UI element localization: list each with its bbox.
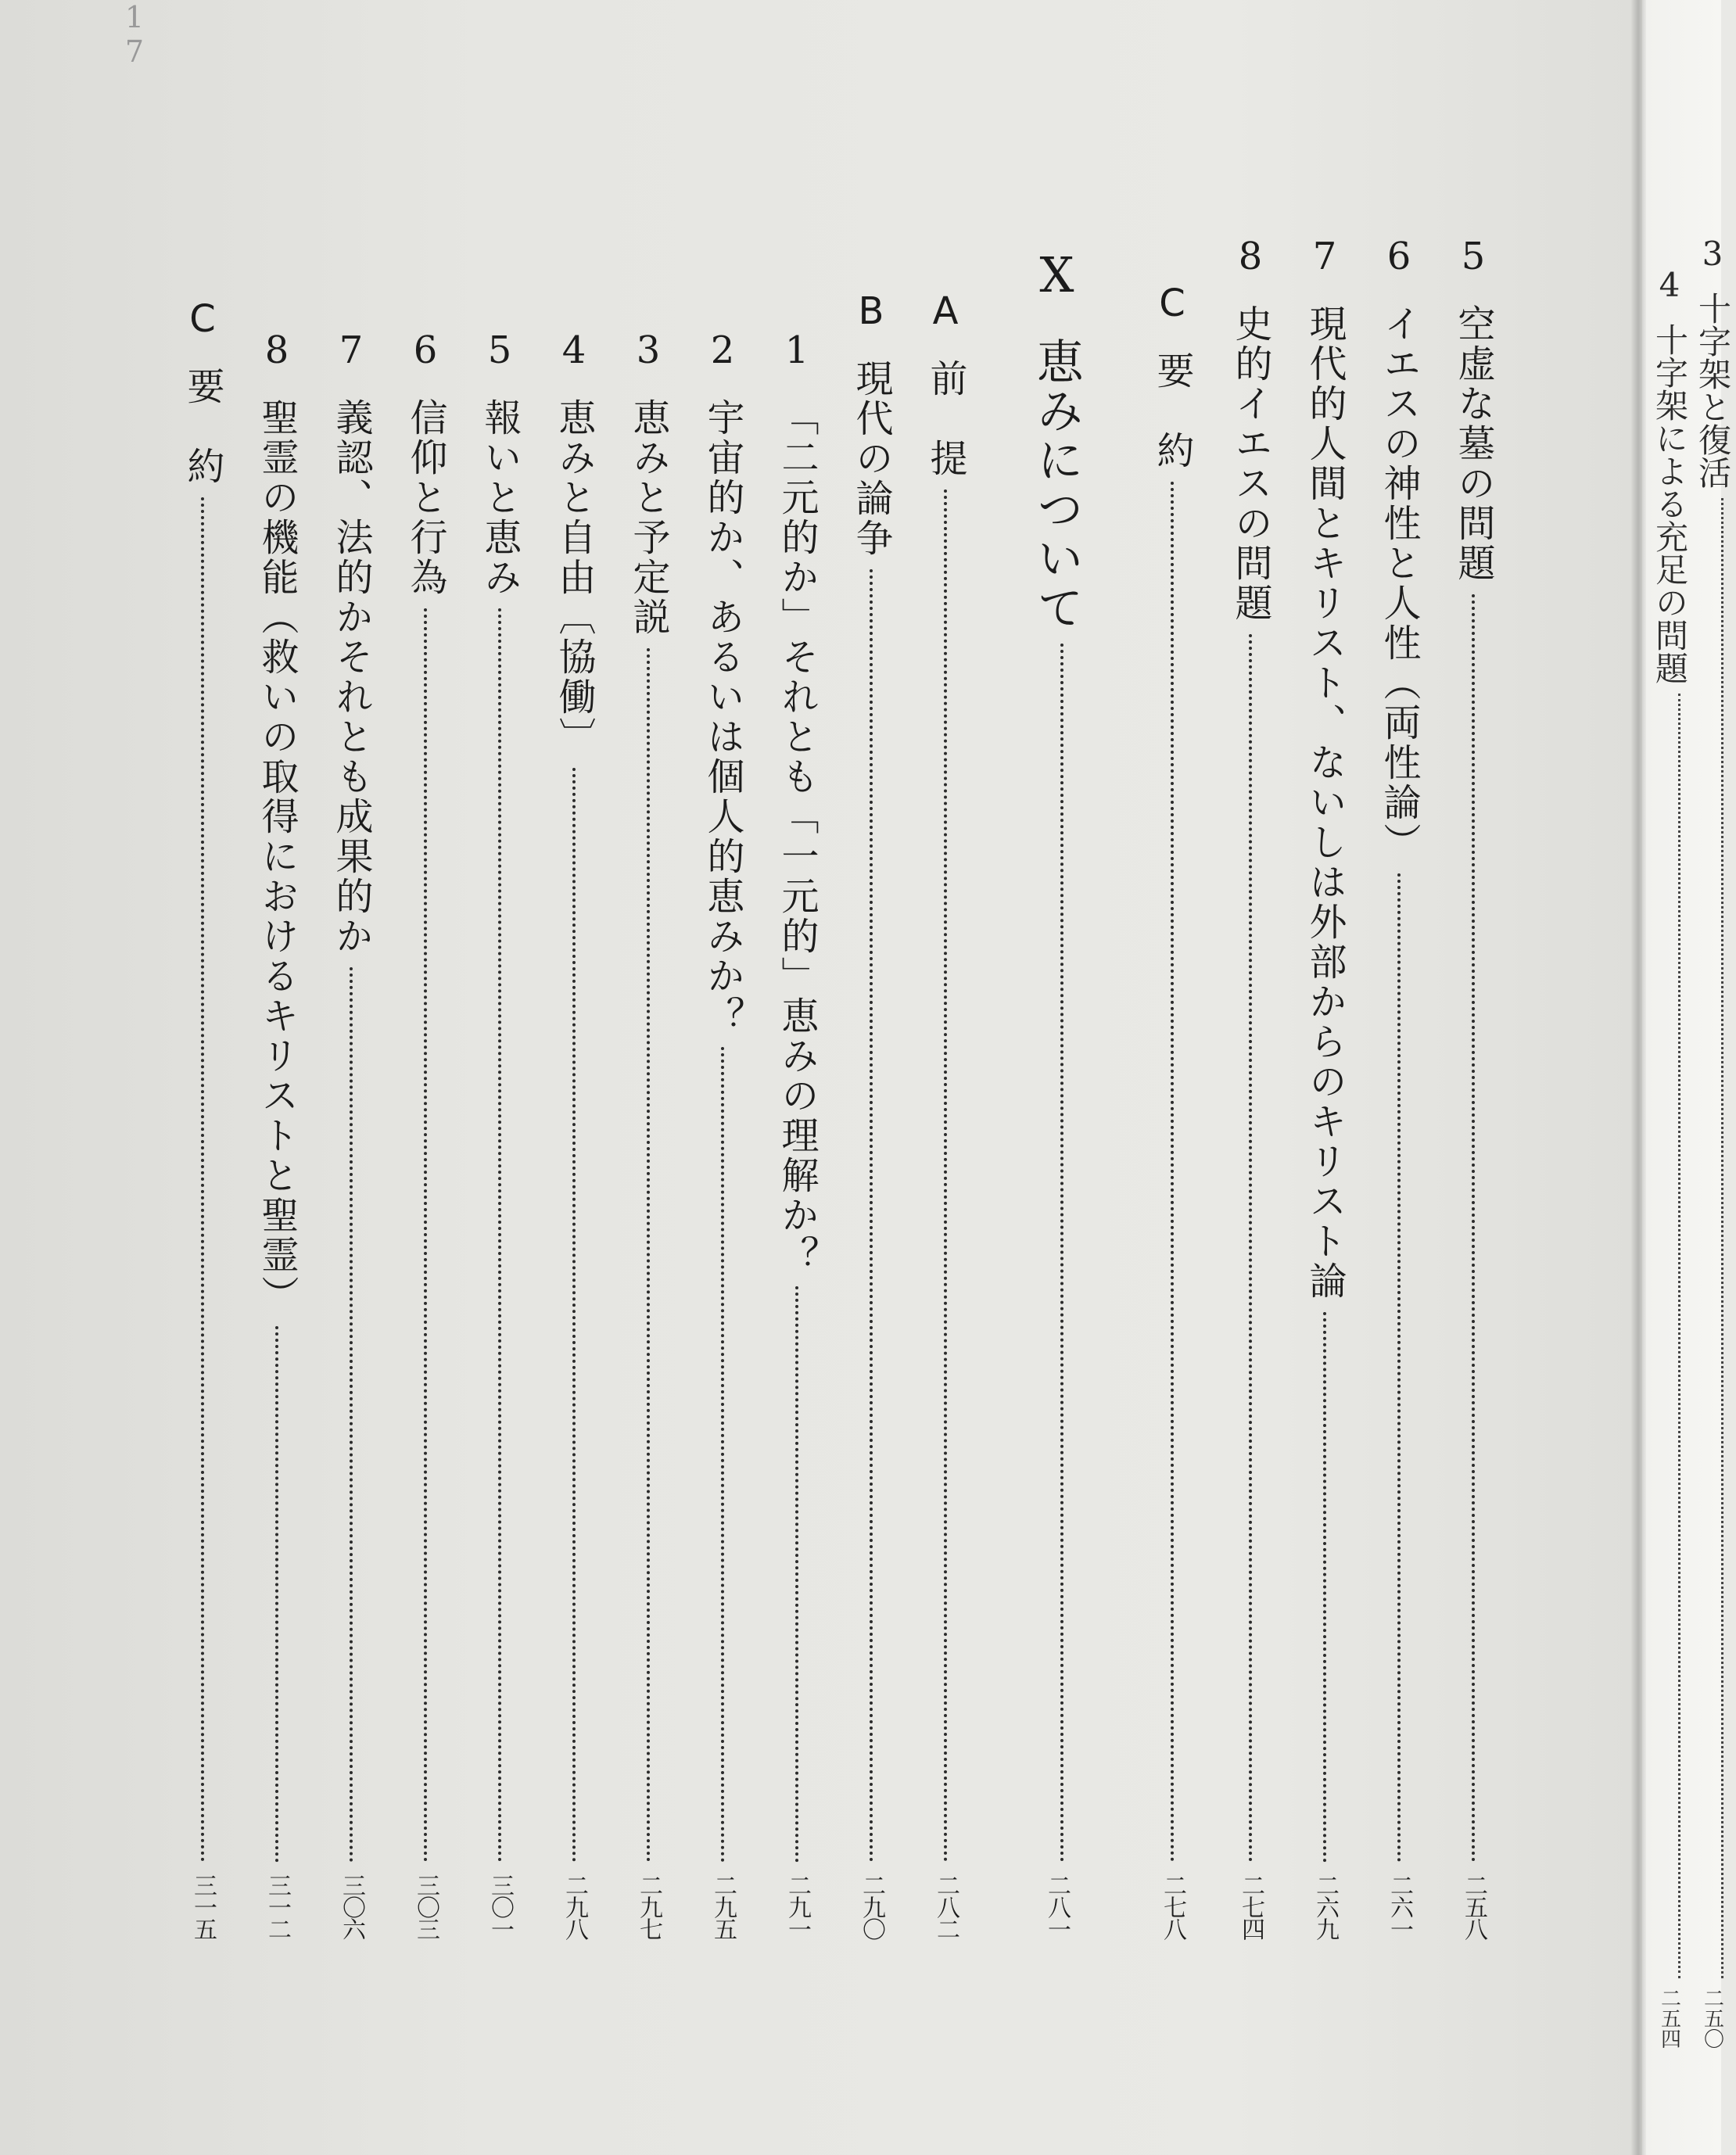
- toc-entry: [1377, 235, 1421, 1939]
- entry-title: 現代の論争: [849, 359, 893, 558]
- toc-entry: [849, 289, 893, 1939]
- entry-title: 恵みと予定説: [626, 398, 670, 637]
- entry-letter: C: [181, 297, 224, 343]
- entry-page: 二七四: [1237, 1874, 1264, 1939]
- entry-number: 3: [626, 328, 670, 375]
- dot-leader: [572, 768, 576, 1863]
- toc-entry: [626, 328, 670, 1939]
- toc-entry: [552, 328, 596, 1939]
- entry-title: 聖霊の機能（救いの取得におけるキリストと聖霊）: [255, 398, 299, 1315]
- entry-page: 二九五: [709, 1874, 737, 1939]
- entry-page: 二五〇: [1700, 1988, 1724, 2049]
- dot-leader: [1171, 482, 1174, 1863]
- dot-leader: [944, 489, 947, 1863]
- toc-entry: [404, 328, 447, 1939]
- folio-number: 17: [117, 0, 152, 69]
- entry-number: 6: [404, 328, 447, 375]
- toc-entry: [701, 328, 744, 1939]
- entry-title: 十字架と復活: [1694, 292, 1732, 489]
- entry-title: 前 提: [924, 359, 967, 479]
- entry-page: 二五四: [1657, 1988, 1681, 2049]
- dot-leader: [1721, 498, 1723, 1978]
- toc-entry: [924, 289, 967, 1939]
- chapter-page: 二八一: [1043, 1874, 1071, 1939]
- entry-page: 二九八: [561, 1874, 588, 1939]
- toc-entry: [775, 328, 819, 1939]
- toc-entry: [1228, 235, 1272, 1939]
- entry-page: 二七八: [1159, 1874, 1186, 1939]
- dot-leader: [275, 1326, 278, 1863]
- entry-page: 三一二: [264, 1874, 291, 1939]
- entry-number: 6: [1377, 235, 1421, 281]
- dot-leader: [795, 1286, 798, 1863]
- entry-number: 8: [255, 328, 299, 375]
- chapter-heading: [1028, 246, 1085, 1939]
- entry-title: 報いと恵み: [478, 398, 522, 597]
- dot-leader: [647, 648, 650, 1863]
- toc-entry: [1303, 235, 1347, 1939]
- entry-title: 信仰と行為: [404, 398, 447, 597]
- dot-leader: [1060, 644, 1063, 1863]
- entry-title: 十字架による充足の問題: [1651, 323, 1689, 684]
- entry-number: 1: [775, 328, 819, 375]
- entry-letter: C: [1150, 281, 1194, 328]
- page-gutter: [1630, 0, 1646, 2155]
- entry-title: 宇宙的か、あるいは個人的恵みか？: [701, 398, 744, 1036]
- entry-title: イエスの神性と人性（両性論）: [1377, 304, 1421, 862]
- dot-leader: [1472, 594, 1475, 1863]
- entry-page: 三〇一: [486, 1874, 514, 1939]
- dot-leader: [1397, 873, 1401, 1863]
- next-page-entry: [1646, 266, 1693, 2049]
- entry-page: 二八二: [932, 1874, 959, 1939]
- dot-leader: [1323, 1312, 1326, 1863]
- entry-page: 二九七: [635, 1874, 662, 1939]
- next-page-entry: [1689, 235, 1736, 2049]
- entry-title: 要 約: [1150, 351, 1194, 471]
- entry-number: 5: [478, 328, 522, 375]
- toc-entry: [329, 328, 373, 1939]
- entry-page: 三一五: [189, 1874, 217, 1939]
- chapter-number: X: [1028, 246, 1085, 306]
- dot-leader: [201, 497, 204, 1863]
- toc-entry: [1150, 281, 1194, 1939]
- entry-page: 二九〇: [858, 1874, 885, 1939]
- entry-page: 二九一: [784, 1874, 811, 1939]
- entry-title: 空虚な墓の問題: [1451, 304, 1495, 583]
- entry-title: 恵みと自由〔協働〕: [552, 398, 596, 757]
- entry-number: 4: [552, 328, 596, 375]
- entry-number: 3: [1693, 235, 1732, 273]
- dot-leader: [870, 569, 873, 1863]
- entry-title: 要 約: [181, 367, 224, 486]
- entry-number: 2: [701, 328, 744, 375]
- entry-letter: A: [924, 289, 967, 335]
- entry-number: 8: [1228, 235, 1272, 281]
- dot-leader: [1249, 634, 1252, 1863]
- entry-page: 二六一: [1386, 1874, 1413, 1939]
- entry-title: 現代的人間とキリスト、ないしは外部からのキリスト論: [1303, 304, 1347, 1301]
- entry-page: 二六九: [1311, 1874, 1339, 1939]
- entry-title: 史的イエスの問題: [1228, 304, 1272, 623]
- entry-page: 三〇六: [338, 1874, 365, 1939]
- dot-leader: [350, 967, 353, 1863]
- dot-leader: [1678, 694, 1680, 1978]
- entry-letter: B: [849, 289, 893, 335]
- entry-number: 7: [1303, 235, 1347, 281]
- chapter-title: 恵みについて: [1029, 337, 1084, 633]
- dot-leader: [498, 608, 501, 1863]
- entry-title: 「二元的か」それとも「一元的」恵みの理解か？: [775, 398, 819, 1275]
- toc-entry: [1451, 235, 1495, 1939]
- dot-leader: [424, 608, 427, 1863]
- entry-number: 5: [1451, 235, 1495, 281]
- toc-entry: [255, 328, 299, 1939]
- entry-page: 三〇三: [412, 1874, 439, 1939]
- dot-leader: [721, 1047, 724, 1863]
- entry-page: 二五八: [1460, 1874, 1487, 1939]
- entry-title: 義認、法的かそれとも成果的か: [329, 398, 373, 956]
- entry-number: 4: [1650, 266, 1689, 304]
- toc-entry: [181, 297, 224, 1939]
- entry-number: 7: [329, 328, 373, 375]
- toc-entry: [478, 328, 522, 1939]
